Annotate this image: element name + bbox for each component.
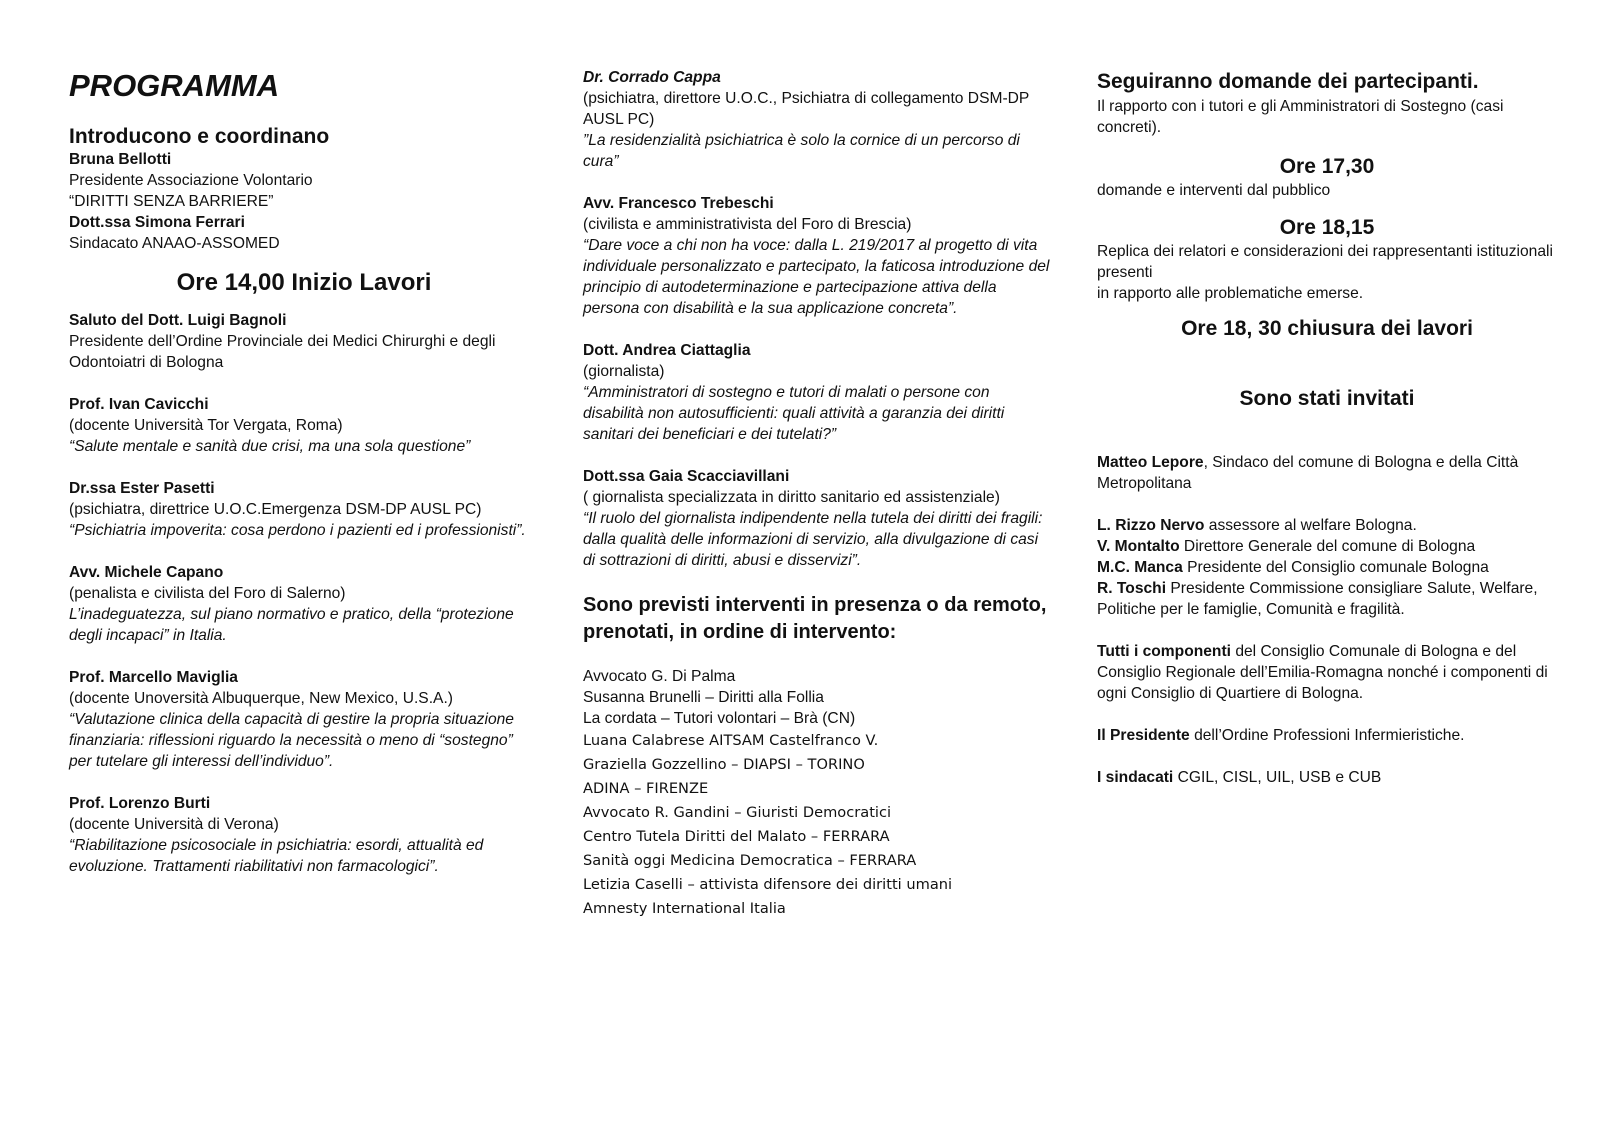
speaker-role: (docente Università Tor Vergata, Roma) (69, 417, 343, 434)
column-middle (583, 67, 1053, 921)
column-left (69, 68, 539, 898)
invited-name: Matteo Lepore (1097, 454, 1204, 471)
speaker-talk: “Amministratori di sostegno e tutori di malati o persone con disabilità non autosufficienti: quali attività a garanzia dei diritti sanitari dei beneficiari e dei tutelati?” (583, 384, 1005, 443)
intervention-item: Sanità oggi Medicina Democratica – FERRARA (583, 852, 917, 869)
invited-name: R. Toschi (1097, 580, 1167, 597)
speaker-talk: “Riabilitazione psicosociale in psichiatria: esordi, attualità ed evoluzione. Trattamenti riabilitativi non farmacologici”. (69, 837, 484, 875)
coordinators-title: Introducono e coordinano (69, 125, 330, 148)
invited-name: I sindacati (1097, 769, 1174, 786)
intervention-item: Graziella Gozzellino – DIAPSI – TORINO (583, 756, 865, 773)
coordinator-name: Dott.ssa Simona Ferrari (69, 214, 245, 231)
intervention-item: La cordata – Tutori volontari – Brà (CN) (583, 710, 856, 727)
speaker-role: (docente Università di Verona) (69, 816, 279, 833)
speaker-name: Avv. Francesco Trebeschi (583, 195, 774, 212)
speaker-block (69, 562, 539, 646)
time-text: Replica dei relatori e considerazioni dei rappresentanti istituzionali presenti (1097, 243, 1553, 281)
speaker-name: Prof. Marcello Maviglia (69, 669, 238, 686)
invited-text: Presidente del Consiglio comunale Bologna (1182, 559, 1489, 576)
closing-heading: Ore 18, 30 chiusura dei lavori (1181, 317, 1473, 340)
speaker-name: Prof. Ivan Cavicchi (69, 396, 209, 413)
time-text: in rapporto alle problematiche emerse. (1097, 285, 1364, 302)
speaker-role: (civilista e amministrativista del Foro di Brescia) (583, 216, 912, 233)
speaker-talk: L’inadeguatezza, sul piano normativo e pratico, della “protezione degli incapaci” in Italia. (69, 606, 514, 644)
coordinator-name: Bruna Bellotti (69, 151, 172, 168)
intervention-item: Susanna Brunelli – Diritti alla Follia (583, 689, 824, 706)
invited-text: dell’Ordine Professioni Infermieristiche. (1189, 727, 1465, 744)
speaker-role: (penalista e civilista del Foro di Salerno) (69, 585, 346, 602)
speaker-talk: ”La residenzialità psichiatrica è solo la cornice di un percorso di cura” (583, 132, 1020, 170)
speaker-role: (psichiatra, direttore U.O.C., Psichiatra di collegamento DSM-DP AUSL PC) (583, 90, 1030, 128)
column-right (1097, 69, 1557, 788)
speaker-block (69, 478, 539, 541)
speaker-name: Dott.ssa Gaia Scacciavillani (583, 468, 790, 485)
invited-text: assessore al welfare Bologna. (1204, 517, 1417, 534)
invited-title: Sono stati invitati (1239, 387, 1415, 410)
time-heading: Ore 18,15 (1279, 216, 1375, 239)
spacer (1097, 620, 1557, 641)
invited-text: Direttore Generale del comune di Bologna (1179, 538, 1476, 555)
invited-text: del Consiglio Comunale di Bologna e del Consiglio Regionale dell’Emilia-Romagna nonché i componenti di ogni Consiglio di Quartiere di Bologna. (1097, 643, 1548, 702)
intervention-item: Avvocato G. Di Palma (583, 668, 736, 685)
questions-text: Il rapporto con i tutori e gli Amministratori di Sostegno (casi concreti). (1097, 98, 1504, 136)
time-text: domande e interventi dal pubblico (1097, 182, 1331, 199)
speaker-block (583, 340, 1053, 445)
invited-text: Presidente Commissione consigliare Salute, Welfare, Politiche per le famiglie, Comunità e fragilità. (1097, 580, 1538, 618)
start-time-heading: Ore 14,00 Inizio Lavori (176, 269, 432, 296)
invited-item (1097, 452, 1557, 494)
speaker-block (583, 193, 1053, 319)
invited-name: M.C. Manca (1097, 559, 1183, 576)
speaker-block (69, 667, 539, 772)
speaker-block (583, 466, 1053, 571)
speaker-talk: “Psichiatria impoverita: cosa perdono i pazienti ed i professionisti”. (69, 522, 526, 539)
speaker-role: ( giornalista specializzata in diritto sanitario ed assistenziale) (583, 489, 1000, 506)
speaker-block (69, 394, 539, 457)
speaker-name: Dr. Corrado Cappa (583, 69, 721, 86)
invited-item (1097, 515, 1557, 536)
invited-text: , Sindaco del comune di Bologna e della Città Metropolitana (1097, 454, 1519, 492)
invited-item (1097, 725, 1557, 746)
invited-name: Il Presidente (1097, 727, 1190, 744)
speaker-role: Presidente dell’Ordine Provinciale dei Medici Chirurghi e degli Odontoiatri di Bologna (69, 333, 496, 371)
speaker-role: (psichiatra, direttrice U.O.C.Emergenza DSM-DP AUSL PC) (69, 501, 482, 518)
invited-name: L. Rizzo Nervo (1097, 517, 1205, 534)
spacer (1097, 494, 1557, 515)
greeting-block (69, 310, 539, 373)
coordinator-role: Sindacato ANAAO-ASSOMED (69, 235, 280, 252)
invited-item (1097, 578, 1557, 620)
speaker-block (69, 793, 539, 877)
intervention-item: Avvocato R. Gandini – Giuristi Democratici (583, 804, 892, 821)
speaker-talk: “Dare voce a chi non ha voce: dalla L. 219/2017 al progetto di vita individuale personalizzato e partecipato, la faticosa introduzione del principio di autodeterminazione e partecipazione attiva della persona con disabilità e la sua applicazione concreta”. (583, 237, 1050, 317)
speaker-role: (docente Unoversità Albuquerque, New Mexico, U.S.A.) (69, 690, 453, 707)
speaker-talk: “Salute mentale e sanità due crisi, ma una sola questione” (69, 438, 471, 455)
time-heading: Ore 17,30 (1279, 155, 1375, 178)
speaker-role: (giornalista) (583, 363, 665, 380)
coordinator-role: “DIRITTI SENZA BARRIERE” (69, 193, 274, 210)
invited-item (1097, 641, 1557, 704)
speaker-name: Avv. Michele Capano (69, 564, 224, 581)
spacer (1097, 746, 1557, 767)
interventions-title: Sono previsti interventi in presenza o da remoto, prenotati, in ordine di intervento: (583, 594, 1047, 643)
intervention-item: Centro Tutela Diritti del Malato – FERRARA (583, 828, 890, 845)
coordinator-role: Presidente Associazione Volontario (69, 172, 313, 189)
intervention-item: Luana Calabrese AITSAM Castelfranco V. (583, 732, 879, 749)
intervention-item: Letizia Caselli – attivista difensore dei diritti umani (583, 876, 953, 893)
speaker-name: Dott. Andrea Ciattaglia (583, 342, 751, 359)
intervention-item: Amnesty International Italia (583, 900, 786, 917)
intervention-item: ADINA – FIRENZE (583, 780, 709, 797)
invited-item (1097, 767, 1557, 788)
page-title: PROGRAMMA (69, 68, 280, 103)
invited-name: Tutti i componenti (1097, 643, 1231, 660)
invited-name: V. Montalto (1097, 538, 1180, 555)
speaker-name: Dr.ssa Ester Pasetti (69, 480, 215, 497)
questions-title: Seguiranno domande dei partecipanti. (1097, 70, 1479, 93)
speaker-block (583, 67, 1053, 172)
spacer (1097, 704, 1557, 725)
invited-item (1097, 536, 1557, 557)
speaker-name: Prof. Lorenzo Burti (69, 795, 211, 812)
invited-text: CGIL, CISL, UIL, USB e CUB (1173, 769, 1382, 786)
invited-item (1097, 557, 1557, 578)
speaker-talk: “Valutazione clinica della capacità di gestire la propria situazione finanziaria: riflessioni riguardo la necessità o meno di “sostegno” per tutelare gli interessi dell’individuo”. (69, 711, 514, 770)
speaker-name: Saluto del Dott. Luigi Bagnoli (69, 312, 287, 329)
speaker-talk: “Il ruolo del giornalista indipendente nella tutela dei diritti dei fragili: dalla qualità delle informazioni di servizio, alla divulgazione di casi di sottrazioni di diritti, abusi e disservizi”. (583, 510, 1043, 569)
